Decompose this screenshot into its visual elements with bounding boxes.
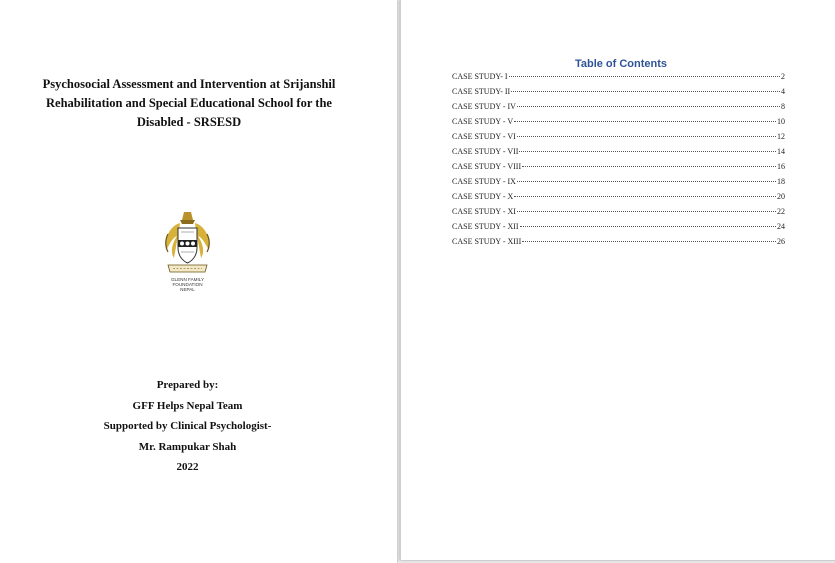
toc-entry-page: 8 (781, 102, 785, 111)
toc-entry-label: CASE STUDY - XII (452, 222, 519, 231)
logo-text-line: FOUNDATION (172, 282, 203, 287)
toc-entry[interactable] (452, 72, 785, 87)
toc-leader (517, 181, 776, 182)
prepared-by-block (40, 375, 335, 478)
logo-text (160, 277, 215, 292)
toc-entry-page: 10 (777, 117, 785, 126)
toc-leader (520, 226, 776, 227)
cover-page (0, 0, 397, 563)
family-crest-icon (160, 210, 215, 276)
toc-entry[interactable] (452, 87, 785, 102)
prepared-line: Supported by Clinical Psychologist- (103, 420, 272, 432)
toc-entry-page: 2 (781, 72, 785, 81)
toc-entry[interactable] (452, 147, 785, 162)
toc-entry-page: 18 (777, 177, 785, 186)
toc-entry-page: 20 (777, 192, 785, 201)
toc-entry[interactable] (452, 132, 785, 147)
toc-entry-page: 12 (777, 132, 785, 141)
toc-leader (514, 196, 776, 197)
document-title (24, 75, 354, 132)
toc-entry[interactable] (452, 177, 785, 192)
toc-leader (519, 151, 776, 152)
toc-entry-label: CASE STUDY - VI (452, 132, 516, 141)
toc-leader (517, 106, 780, 107)
prepared-line: 2022 (176, 461, 199, 473)
prepared-line: GFF Helps Nepal Team (132, 399, 243, 412)
toc-entry[interactable] (452, 117, 785, 132)
toc-leader (511, 91, 780, 92)
toc-entry-label: CASE STUDY - XIII (452, 237, 522, 246)
toc-entry-label: CASE STUDY- I (452, 72, 508, 81)
toc-leader (522, 166, 776, 167)
toc-entry-page: 14 (777, 147, 785, 156)
toc-entry[interactable] (452, 192, 785, 207)
title-line: Rehabilitation and Special Educational School for the (46, 96, 332, 110)
toc-page (400, 0, 835, 560)
toc-entry-page: 4 (781, 87, 785, 96)
title-line: Psychosocial Assessment and Intervention at Srijanshil (42, 77, 336, 91)
toc-entry-label: CASE STUDY- II (452, 87, 511, 96)
toc-entry[interactable] (452, 102, 785, 117)
toc-entry-page: 16 (777, 162, 785, 171)
toc-leader (517, 211, 776, 212)
prepared-line: Mr. Rampukar Shah (138, 440, 237, 453)
toc-entry-page: 26 (777, 237, 785, 246)
toc-entry-label: CASE STUDY - IV (452, 102, 516, 111)
toc-entry-label: CASE STUDY - V (452, 117, 514, 126)
title-line: Disabled - SRSESD (136, 115, 242, 129)
toc-entry[interactable] (452, 207, 785, 222)
toc-entry-label: CASE STUDY - XI (452, 207, 516, 216)
toc-title: Table of Contents (574, 58, 668, 70)
toc-leader (509, 76, 780, 77)
toc-entry-label: CASE STUDY - VIII (452, 162, 522, 171)
toc-list (452, 72, 785, 252)
toc-entry-page: 24 (777, 222, 785, 231)
prepared-line: Prepared by: (156, 379, 219, 391)
toc-leader (522, 241, 776, 242)
logo-text-line: NEPAL (180, 287, 195, 292)
toc-entry[interactable] (452, 162, 785, 177)
foundation-logo (160, 210, 215, 300)
toc-leader (514, 121, 776, 122)
toc-entry-page: 22 (777, 207, 785, 216)
toc-entry[interactable] (452, 222, 785, 237)
toc-leader (517, 136, 776, 137)
toc-entry[interactable] (452, 237, 785, 252)
toc-entry-label: CASE STUDY - IX (452, 177, 516, 186)
logo-text-line: GLENN FAMILY (170, 277, 205, 282)
toc-entry-label: CASE STUDY - X (452, 192, 514, 201)
toc-entry-label: CASE STUDY - VII (452, 147, 519, 156)
